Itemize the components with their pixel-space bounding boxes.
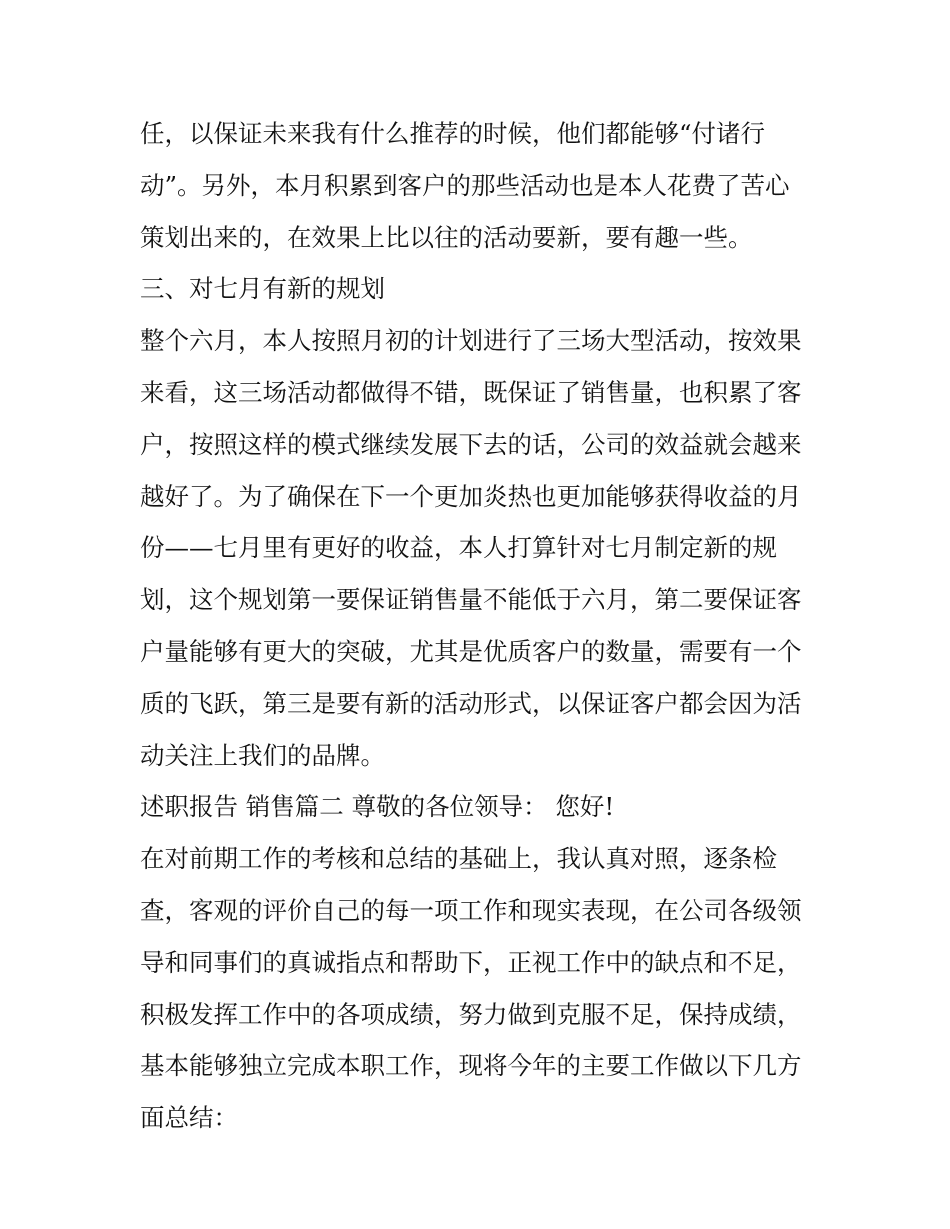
document-body	[140, 108, 830, 1144]
text-line: 策划出来的，在效果上比以往的活动要新，要有趣一些。	[140, 222, 753, 252]
text-line: 整个六月，本人按照月初的计划进行了三场大型活动，按效果	[140, 326, 802, 356]
text-line: 动”。另外，本月积累到客户的那些活动也是本人花费了苦心	[140, 170, 790, 200]
text-line: 查，客观的评价自己的每一项工作和现实表现，在公司各级领	[140, 895, 802, 925]
report-title-line: 述职报告 销售篇二 尊敬的各位领导： 您好!	[140, 792, 615, 822]
text-line: 积极发挥工作中的各项成绩，努力做到克服不足，保持成绩，	[140, 999, 802, 1029]
section-heading: 三、对七月有新的规划	[140, 274, 385, 304]
text-line: 任，以保证未来我有什么推荐的时候，他们都能够“付诸行	[140, 119, 766, 148]
text-line: 来看，这三场活动都做得不错，既保证了销售量，也积累了客	[140, 377, 802, 407]
text-line: 质的飞跃，第三是要有新的活动形式，以保证客户都会因为活	[140, 688, 802, 718]
text-line: 划，这个规划第一要保证销售量不能低于六月，第二要保证客	[140, 585, 802, 615]
text-line: 越好了。为了确保在下一个更加炎热也更加能够获得收益的月	[140, 481, 802, 511]
text-line: 面总结：	[140, 1103, 238, 1133]
text-line: 户量能够有更大的突破，尤其是优质客户的数量，需要有一个	[140, 636, 802, 666]
text-line: 动关注上我们的品牌。	[140, 740, 385, 770]
text-line: 户，按照这样的模式继续发展下去的话，公司的效益就会越来	[140, 429, 802, 459]
text-line: 基本能够独立完成本职工作，现将今年的主要工作做以下几方	[140, 1051, 802, 1081]
text-line: 在对前期工作的考核和总结的基础上，我认真对照，逐条检	[140, 844, 777, 874]
text-line: 导和同事们的真诚指点和帮助下，正视工作中的缺点和不足，	[140, 947, 802, 977]
text-line: 份——七月里有更好的收益，本人打算针对七月制定新的规	[140, 533, 777, 563]
